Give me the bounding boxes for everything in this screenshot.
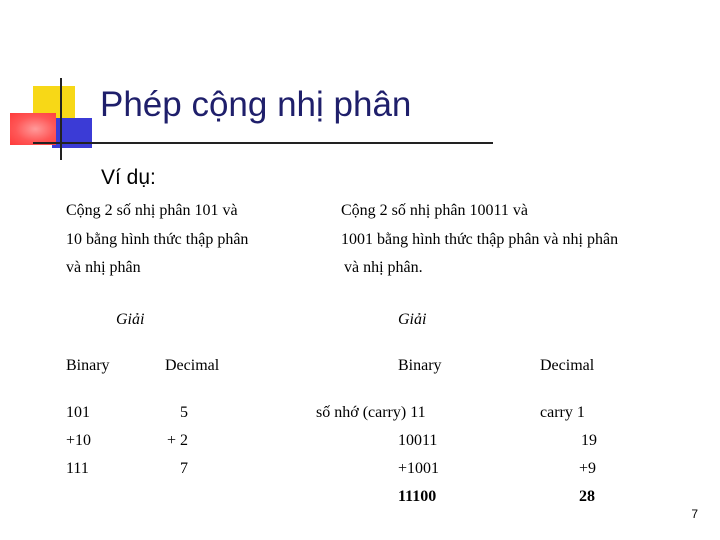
- left-solution-label: Giải: [116, 311, 145, 328]
- right-binary-row-2: +1001: [398, 460, 440, 477]
- page-number: 7: [691, 507, 698, 521]
- left-problem-line-1: Cộng 2 số nhị phân 101 và: [66, 202, 238, 219]
- right-decimal-row-3: 28: [579, 488, 595, 505]
- decor-red-square: [10, 113, 56, 145]
- right-binary-row-3: 11100: [398, 488, 437, 505]
- right-decimal-header: Decimal: [540, 357, 595, 374]
- left-binary-row-1: 101: [66, 404, 90, 421]
- left-decimal-row-1: 5: [180, 404, 188, 421]
- right-carry-label: số nhớ (carry) 11: [316, 404, 426, 421]
- right-binary-header: Binary: [398, 357, 442, 374]
- left-binary-row-2: +10: [66, 432, 92, 449]
- left-decimal-row-2: + 2: [167, 432, 189, 449]
- right-solution-label: Giải: [398, 311, 427, 328]
- right-decimal-row-2: +9: [579, 460, 597, 477]
- left-binary-row-3: 111: [66, 460, 89, 477]
- right-problem-line-3: và nhị phân.: [344, 259, 423, 276]
- decor-horizontal-line: [33, 142, 493, 144]
- slide-title: Phép cộng nhị phân: [100, 85, 412, 124]
- right-decimal-carry: carry 1: [540, 404, 585, 421]
- left-binary-header: Binary: [66, 357, 110, 374]
- right-decimal-row-1: 19: [581, 432, 597, 449]
- left-problem-line-3: và nhị phân: [66, 259, 141, 276]
- right-problem-line-1: Cộng 2 số nhị phân 10011 và: [341, 202, 528, 219]
- left-decimal-header: Decimal: [165, 357, 220, 374]
- left-problem-line-2: 10 bằng hình thức thập phân: [66, 231, 249, 248]
- right-problem-line-2: 1001 bằng hình thức thập phân và nhị phân: [341, 231, 619, 248]
- left-decimal-row-3: 7: [180, 460, 188, 477]
- example-label: Ví dụ:: [101, 166, 156, 189]
- decor-vertical-line: [60, 78, 62, 160]
- right-binary-row-1: 10011: [398, 432, 438, 449]
